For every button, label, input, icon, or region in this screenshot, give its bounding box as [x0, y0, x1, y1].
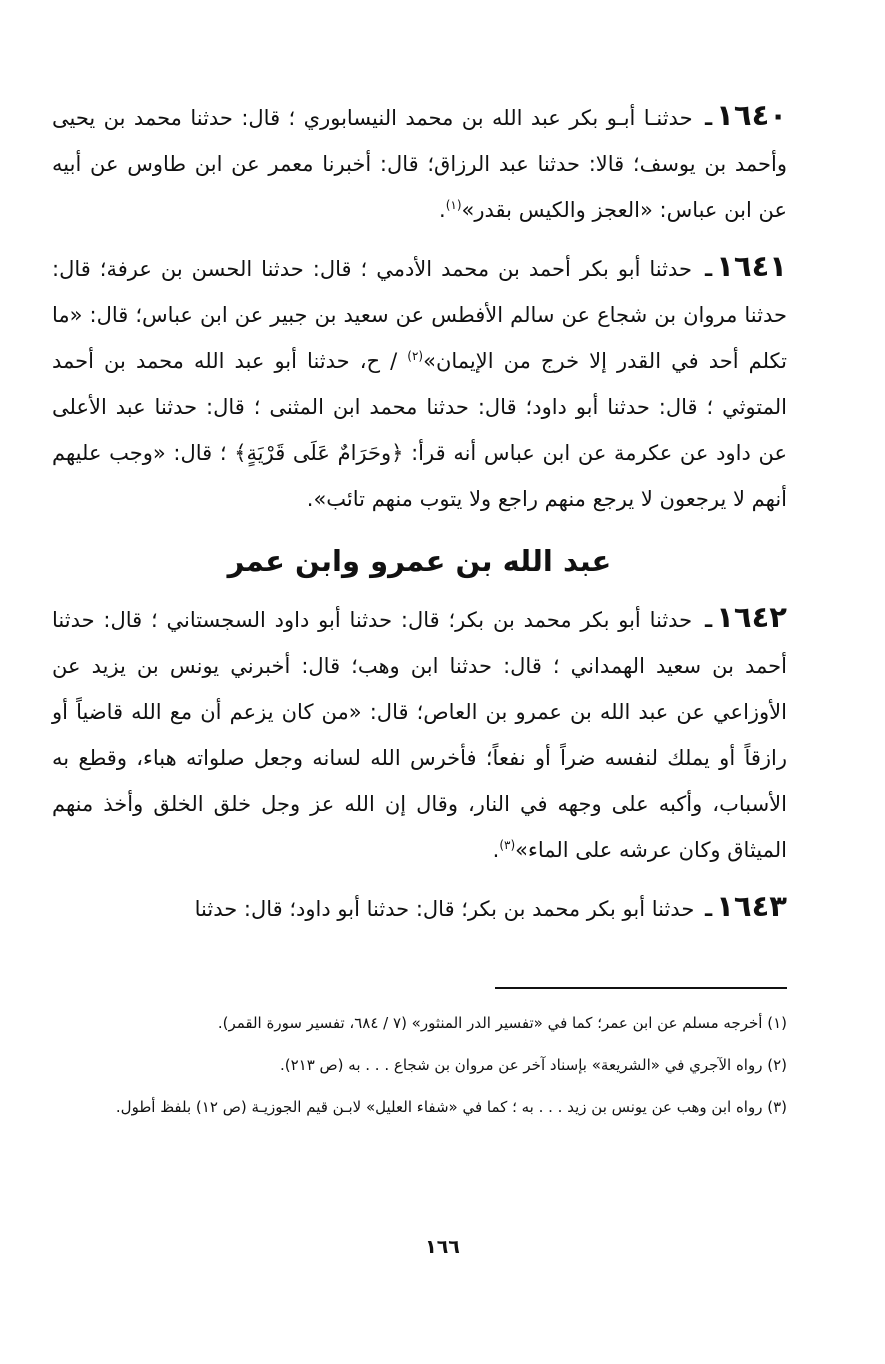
footnote-marker[interactable]: (٣) [499, 838, 516, 852]
footnotes [64, 1005, 787, 1125]
hadith-text: حدثنـا أبـو بكر عبد الله بن محمد النيسابوري ؛ قال: حدثنا محمد بن يحيى وأحمد بن يوسف؛ قالا: حدثنا عبد الرزاق؛ قال: أخبرنا معمر عن ابن طاوس عن أبيه عن ابن عباس: «العجز والكيس بقدر» [52, 106, 787, 222]
hadith-text: حدثنا أبو بكر محمد بن بكر؛ قال: حدثنا أبو داود؛ قال: حدثنا [194, 897, 695, 921]
hadith-number: ١٦٤٢ [716, 600, 787, 634]
page-number: ١٦٦ [425, 1236, 460, 1258]
hadith-text-tail: . [492, 838, 500, 862]
number-dash: ـ [704, 106, 713, 130]
hadith-text: حدثنا أبو بكر محمد بن بكر؛ قال: حدثنا أبو داود السجستاني ؛ قال: حدثنا أحمد بن سعيد الهمداني ؛ قال: حدثنا ابن وهب؛ قال: أخبرني يونس بن يزيد عن الأوزاعي عن عبد الله بن عمرو بن العاص؛ قال: «من كان يزعم أن مع الله قاضياً أو رازقاً أو يملك لنفسه ضراً أو نفعاً؛ فأخرس الله لسانه وجعل صلواته هباء، وقطع به الأسباب، وأكبه على وجهه في النار، وقال إن الله عز وجل خلق الخلق وأخذ منهم الميثاق وكان عرشه على الماء» [52, 608, 787, 862]
hadith-number: ١٦٤١ [716, 249, 787, 283]
footnote: (٣) رواه ابن وهب عن يونس بن زيد . . . به ؛ كما في «شفاء العليل» لابـن قيم الجوزيـة (ص ١٢) بلفظ أطول. [115, 1098, 787, 1116]
footnote-marker[interactable]: (٢) [407, 349, 424, 363]
hadith-number: ١٦٤٣ [716, 889, 787, 923]
hadith-paragraph [52, 243, 787, 522]
section-heading: عبد الله بن عمرو وابن عمر [227, 544, 612, 578]
hadith-paragraph [52, 92, 787, 233]
footnote-separator [495, 987, 787, 989]
main-text [52, 92, 787, 932]
number-dash: ـ [705, 608, 713, 632]
hadith-text-tail: / ح، حدثنا أبو عبد الله محمد بن أحمد المتوثي ؛ قال: حدثنا أبو داود؛ قال: حدثنا محمد ابن المثنى ؛ قال: حدثنا عبد الأعلى عن داود عن عكرمة عن ابن عباس أنه قرأ: ﴿وحَرَامٌ عَلَى قَرْيَةٍ﴾ ؛ قال: «وجب عليهم أنهم لا يرجعون لا يرجع منهم راجع ولا يتوب منهم تائب». [52, 349, 787, 511]
footnote-marker[interactable]: (١) [445, 198, 462, 212]
hadith-paragraph [52, 883, 787, 932]
hadith-text-tail: . [439, 198, 446, 222]
footnote: (١) أخرجه مسلم عن ابن عمر؛ كما في «تفسير الدر المنثور» (٧ / ٦٨٤، تفسير سورة القمر). [217, 1014, 787, 1032]
footnote: (٢) رواه الآجري في «الشريعة» بإسناد آخر عن مروان بن شجاع . . . به (ص ٢١٣). [279, 1056, 787, 1074]
hadith-number: ١٦٤٠ [716, 98, 787, 132]
number-dash: ـ [705, 257, 713, 281]
hadith-text: حدثنا أبو بكر أحمد بن محمد الأدمي ؛ قال: حدثنا الحسن بن عرفة؛ قال: حدثنا مروان بن شجاع عن سالم الأفطس عن سعيد بن جبير عن ابن عباس؛ قال: «ما تكلم أحد في القدر إلا خرج من الإيمان» [52, 257, 787, 373]
number-dash: ـ [705, 897, 713, 921]
hadith-paragraph [52, 594, 787, 873]
